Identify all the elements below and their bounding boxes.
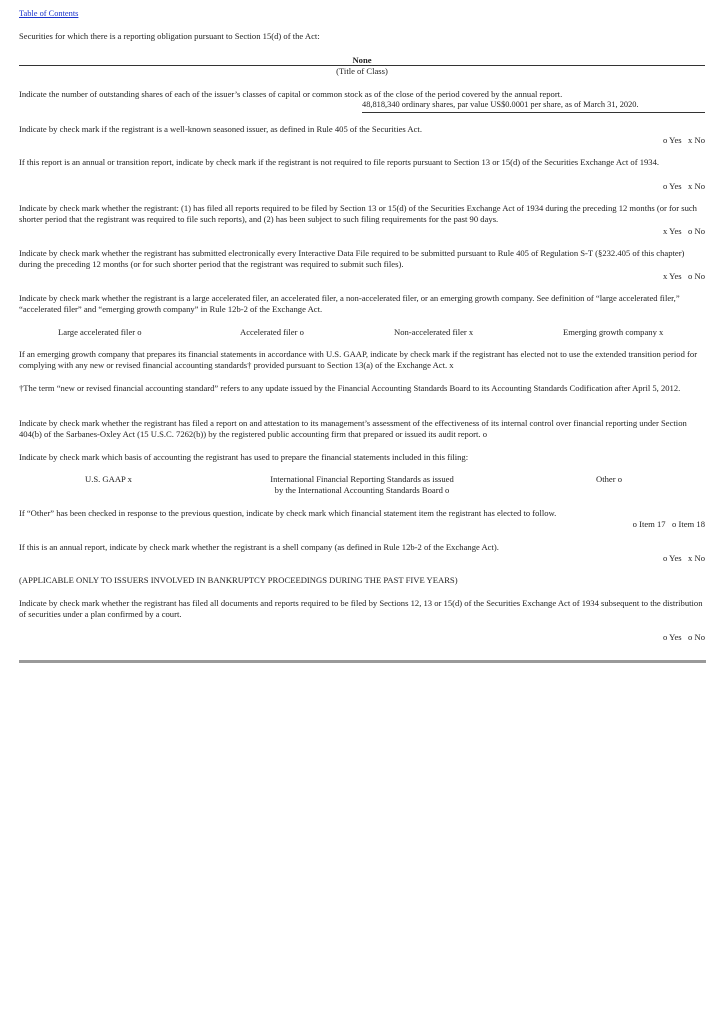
q9-text: If “Other” has been checked in response to the previous question, indicate by check mark which financial statement item the registrant has elected to follow. (19, 508, 557, 518)
emerging-growth-company-option[interactable]: Emerging growth company x (563, 327, 664, 337)
q7-text: Indicate by check mark whether the registrant has filed a report on and attestation to its management’s assessment of the effectiveness of its internal control over financial reporting under Section 404(b) of the Sarbanes-Oxley Act (15 U.S.C. 7262(b)) by the registered public accounting firm that prepared or issued its audit report. o (19, 418, 687, 440)
q4-answer[interactable]: x Yes o No (662, 271, 705, 281)
none-title: None (352, 55, 372, 65)
q5-text: Indicate by check mark whether the registrant is a large accelerated filer, an accelerated filer, a non-accelerated filer, or an emerging growth company. See definition of “large accelerated filer,” “accelerated filer” and “emerging growth company” in Rule 12b-2 of the Exchange Act. (19, 293, 680, 315)
non-accelerated-filer-option[interactable]: Non-accelerated filer x (394, 327, 474, 337)
q8-text: Indicate by check mark which basis of accounting the registrant has used to prepare the financial statements included in this filing: (19, 452, 469, 462)
shares-intro: Indicate the number of outstanding shares of each of the issuer’s classes of capital or common stock as of the close of the period covered by the annual report. (19, 89, 563, 99)
q3-text: Indicate by check mark whether the registrant: (1) has filed all reports required to be filed by Section 13 or 15(d) of the Securities Exchange Act of 1934 during the preceding 12 months (or for such shorter period that the registrant was required to file such reports), and (2) has been subject to such filing requirements for the past 90 days. (19, 203, 697, 225)
ifrs-option[interactable] (252, 474, 472, 496)
other-basis-option[interactable]: Other o (596, 474, 623, 484)
us-gaap-option[interactable]: U.S. GAAP x (85, 474, 132, 484)
ifrs-line-2: by the International Accounting Standards Board o (274, 485, 450, 496)
large-accelerated-filer-option[interactable]: Large accelerated filer o (58, 327, 142, 337)
q11-answer[interactable]: o Yes o No (662, 632, 705, 642)
title-of-class-caption: (Title of Class) (336, 66, 388, 76)
q4-text: Indicate by check mark whether the registrant has submitted electronically every Interactive Data File required to be submitted pursuant to Rule 405 of Regulation S-T (§232.405 of this chapter) during the preceding 12 months (or for such shorter period that the registrant was required to submit such files). (19, 248, 685, 270)
q6-text: If an emerging growth company that prepares its financial statements in accordance with U.S. GAAP, indicate by check mark if the registrant has elected not to use the extended transition period for complying with any new or revised financial accounting standards† provided pursuant to Section 13(a) of the Exchange Act. x (19, 349, 698, 371)
q9-answer[interactable]: o Item 17 o Item 18 (632, 519, 705, 529)
footnote-text: †The term “new or revised financial accounting standard” refers to any update issued by the Financial Accounting Standards Board to its Accounting Standards Codification after April 5, 2012. (19, 383, 681, 393)
q2-answer[interactable]: o Yes x No (662, 181, 705, 191)
q10-answer[interactable]: o Yes x No (662, 553, 705, 563)
section15-text: Securities for which there is a reporting obligation pursuant to Section 15(d) of the Act: (19, 31, 320, 41)
q10-text: If this is an annual report, indicate by check mark whether the registrant is a shell company (as defined in Rule 12b-2 of the Exchange Act). (19, 542, 499, 552)
q11-text: Indicate by check mark whether the registrant has filed all documents and reports required to be filed by Sections 12, 13 or 15(d) of the Securities Exchange Act of 1934 subsequent to the distribution of securities under a plan confirmed by a court. (19, 598, 703, 620)
q1-text: Indicate by check mark if the registrant is a well-known seasoned issuer, as defined in Rule 405 of the Securities Act. (19, 124, 422, 134)
shares-outstanding: 48,818,340 ordinary shares, par value US$0.0001 per share, as of March 31, 2020. (362, 100, 705, 113)
page-bottom-divider (19, 660, 706, 663)
q3-answer[interactable]: x Yes o No (662, 226, 705, 236)
accelerated-filer-option[interactable]: Accelerated filer o (240, 327, 304, 337)
ifrs-line-1: International Financial Reporting Standards as issued (270, 474, 454, 484)
table-of-contents-link[interactable]: Table of Contents (19, 9, 79, 18)
q1-answer[interactable]: o Yes x No (662, 135, 705, 145)
bankruptcy-heading: (APPLICABLE ONLY TO ISSUERS INVOLVED IN BANKRUPTCY PROCEEDINGS DURING THE PAST FIVE YEARS) (19, 575, 458, 585)
q2-text: If this report is an annual or transition report, indicate by check mark if the registrant is not required to file reports pursuant to Section 13 or 15(d) of the Securities Exchange Act of 1934. (19, 157, 660, 167)
